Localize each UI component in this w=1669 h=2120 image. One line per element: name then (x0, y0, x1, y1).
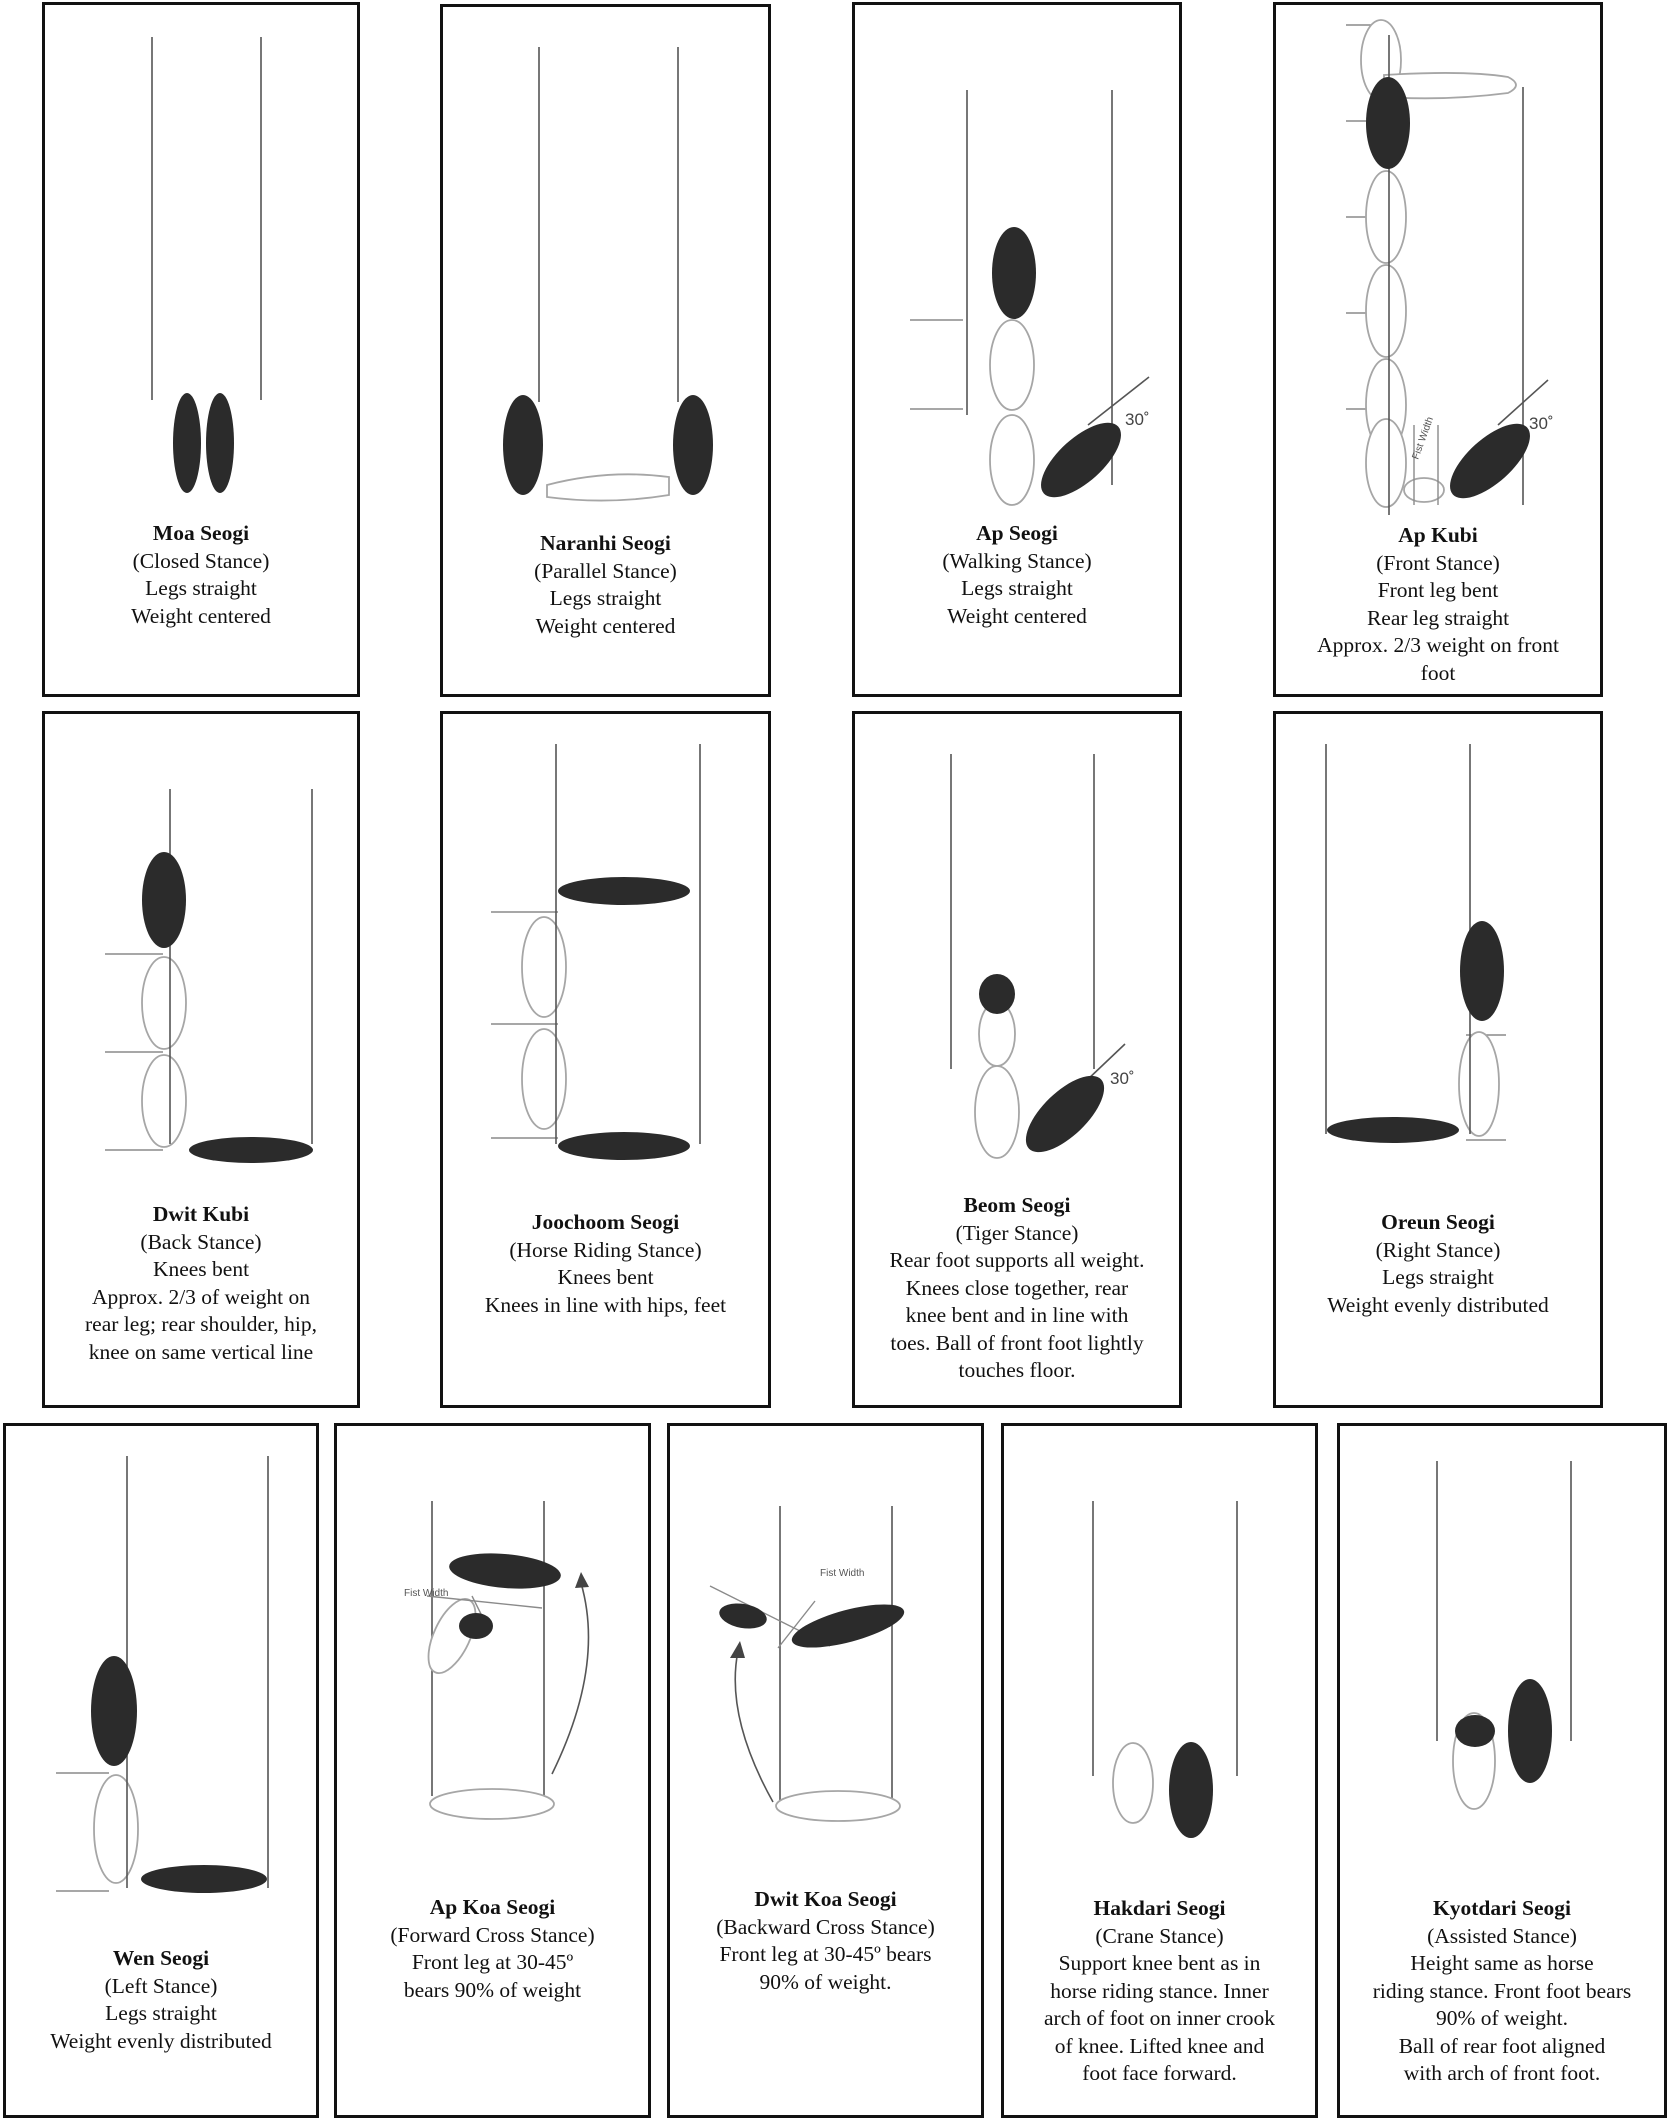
stance-line: Knees in line with hips, feet (484, 1292, 727, 1317)
stance-title: Naranhi Seogi (540, 531, 671, 555)
angle-label: 30˚ (1110, 1069, 1135, 1088)
stance-line: Height same as horse (1410, 1951, 1594, 1975)
stance-title: Dwit Koa Seogi (754, 1887, 897, 1911)
outline-foot-icon (1366, 265, 1406, 357)
stance-line: (Front Stance) (1376, 550, 1500, 575)
front-foot-icon (448, 1549, 563, 1593)
stance-line: Legs straight (105, 2001, 217, 2025)
stance-line: with arch of front foot. (1403, 2061, 1601, 2085)
stance-caption (341, 1894, 644, 2004)
stance-card-dwit-kubi (42, 711, 360, 1408)
stance-line: (Parallel Stance) (534, 558, 677, 583)
rear-foot-icon (1438, 411, 1542, 511)
stance-line: Legs straight (145, 576, 257, 600)
stance-caption (1280, 522, 1596, 687)
stance-title: Ap Seogi (976, 521, 1058, 545)
stance-line: Front leg at 30-45º (411, 1950, 574, 1974)
turn-arrow (552, 1583, 588, 1774)
stance-line: Support knee bent as in (1058, 1951, 1261, 1975)
outline-foot-icon (975, 1066, 1019, 1158)
stance-title: Joochoom Seogi (531, 1210, 680, 1234)
stance-line: Knees close together, rear (905, 1275, 1129, 1300)
stance-title: Oreun Seogi (1381, 1210, 1495, 1234)
outline-foot-icon (1113, 1743, 1153, 1823)
stance-caption (447, 530, 764, 640)
stance-line: Weight centered (947, 603, 1087, 628)
dwit-kubi-diagram (45, 714, 363, 1204)
stance-line: (Forward Cross Stance) (390, 1922, 595, 1947)
stance-line: Weight centered (131, 603, 271, 628)
front-foot-ball-icon (979, 974, 1015, 1014)
dwit-koa-seogi-diagram (670, 1426, 987, 1946)
stance-line: Weight centered (535, 613, 676, 638)
stance-title: Ap Koa Seogi (429, 1895, 556, 1919)
stance-caption (859, 1192, 1175, 1385)
outline-foot-icon (1366, 419, 1406, 507)
rear-foot-icon (1029, 410, 1133, 510)
stance-line: Knees bent (152, 1257, 250, 1281)
stance-line: riding stance. Front foot bears (1372, 1978, 1632, 2003)
stance-card-hakdari-seogi (1001, 1423, 1318, 2118)
outline-foot-icon (547, 474, 669, 500)
stance-card-naranhi-seogi (440, 4, 771, 697)
stance-title: Dwit Kubi (152, 1202, 250, 1226)
stance-line: (Crane Stance) (1095, 1923, 1224, 1948)
stance-line: arch of foot on inner crook (1043, 2006, 1276, 2030)
stance-line: (Left Stance) (104, 1973, 218, 1998)
kyotdari-seogi-diagram (1340, 1426, 1669, 1946)
stance-line: Rear foot supports all weight. (889, 1248, 1145, 1272)
stance-line: (Closed Stance) (132, 548, 270, 573)
stance-line: knee bent and in line with (905, 1303, 1129, 1327)
moa-seogi-diagram (45, 5, 363, 525)
outline-foot-icon (522, 1029, 566, 1129)
rear-foot-ball-icon (1455, 1715, 1495, 1747)
stance-line: (Horse Riding Stance) (509, 1237, 702, 1262)
stance-line: (Back Stance) (140, 1229, 262, 1254)
stance-caption (10, 1945, 312, 2055)
fist-width-label: Fist Width (404, 1588, 449, 1599)
outline-foot-icon (142, 1055, 186, 1147)
outline-foot-icon (1459, 1032, 1499, 1136)
stance-card-oreun-seogi (1273, 711, 1603, 1408)
stance-line: (Walking Stance) (942, 548, 1092, 573)
rear-foot-ball-icon (459, 1613, 493, 1639)
stance-line: Knees bent (557, 1265, 654, 1289)
stance-caption (49, 1201, 353, 1366)
front-foot-icon (142, 852, 186, 948)
stance-card-dwit-koa-seogi (667, 1423, 984, 2118)
ap-kubi-diagram (1276, 5, 1606, 525)
stance-card-joochoom-seogi (440, 711, 771, 1408)
stance-card-moa-seogi (42, 2, 360, 697)
stance-title: Ap Kubi (1398, 523, 1478, 547)
stance-title: Beom Seogi (963, 1193, 1071, 1217)
stance-card-wen-seogi (3, 1423, 319, 2118)
rear-foot-icon (1327, 1117, 1459, 1143)
stance-card-beom-seogi (852, 711, 1182, 1408)
arrow-head-icon (730, 1641, 745, 1658)
outline-foot-icon (990, 415, 1034, 505)
right-foot-icon (206, 393, 234, 493)
outline-foot-icon (430, 1789, 554, 1819)
stance-caption (1280, 1209, 1596, 1319)
rear-foot-icon (141, 1865, 267, 1893)
wen-seogi-diagram (6, 1426, 322, 1946)
stance-line: (Right Stance) (1375, 1237, 1501, 1262)
stance-title: Wen Seogi (112, 1946, 210, 1970)
front-foot-icon (1460, 921, 1504, 1021)
stance-card-ap-koa-seogi (334, 1423, 651, 2118)
stance-line: of knee. Lifted knee and (1054, 2033, 1265, 2058)
ap-seogi-diagram (855, 5, 1185, 525)
arrow-head-icon (575, 1572, 589, 1588)
rear-foot-icon (1014, 1063, 1116, 1164)
joochoom-seogi-diagram (443, 714, 774, 1204)
stance-caption (859, 520, 1175, 630)
stance-line: 90% of weight. (759, 1969, 892, 1994)
rear-foot-ball-icon (717, 1600, 768, 1632)
stance-line: Front leg at 30-45º bears (719, 1942, 932, 1966)
stance-line: (Tiger Stance) (955, 1220, 1079, 1245)
stance-card-ap-kubi (1273, 2, 1603, 697)
rear-foot-icon (558, 1132, 690, 1160)
right-foot-icon (673, 395, 713, 495)
support-foot-icon (1169, 1742, 1213, 1838)
stance-line: Front leg bent (1377, 578, 1499, 602)
stance-line: foot (1420, 660, 1456, 685)
front-foot-icon (91, 1656, 137, 1766)
stance-line: Approx. 2/3 of weight on (92, 1284, 310, 1309)
stance-line: Legs straight (1382, 1265, 1494, 1289)
stance-line: bears 90% of weight (403, 1977, 582, 2002)
outline-foot-icon (522, 917, 566, 1017)
stance-line: knee on same vertical line (88, 1339, 314, 1364)
turn-arrow (735, 1651, 773, 1802)
stance-line: Legs straight (961, 576, 1073, 600)
stance-caption (674, 1886, 977, 1996)
angle-label: 30˚ (1529, 414, 1554, 433)
outline-foot-icon (1366, 171, 1406, 263)
stance-card-ap-seogi (852, 2, 1182, 697)
stance-line: (Assisted Stance) (1427, 1923, 1577, 1948)
front-foot-icon (558, 877, 690, 905)
left-foot-icon (503, 395, 543, 495)
stance-line: Weight evenly distributed (50, 2028, 272, 2053)
stance-line: toes. Ball of front foot lightly (890, 1330, 1144, 1355)
stance-caption (1344, 1895, 1660, 2088)
fist-width-label: Fist Width (1410, 415, 1437, 462)
outline-foot-icon (776, 1791, 900, 1821)
stance-title: Moa Seogi (152, 521, 250, 545)
stance-line: Weight evenly distributed (1327, 1292, 1549, 1317)
angle-label: 30˚ (1125, 410, 1150, 429)
stance-line: Rear leg straight (1366, 605, 1510, 630)
rear-foot-icon (189, 1137, 313, 1163)
stance-line: foot face forward. (1082, 2061, 1237, 2085)
front-foot-icon (1508, 1679, 1552, 1783)
stance-line: Approx. 2/3 weight on front (1317, 633, 1559, 657)
outline-foot-icon (94, 1775, 138, 1883)
stance-line: rear leg; rear shoulder, hip, (85, 1312, 317, 1336)
left-foot-icon (173, 393, 201, 493)
stance-line: (Backward Cross Stance) (716, 1914, 935, 1939)
stance-line: 90% of weight. (1436, 2006, 1568, 2030)
stance-caption (1008, 1895, 1311, 2088)
stance-line: Ball of rear foot aligned (1398, 2033, 1606, 2058)
ap-koa-seogi-diagram (337, 1426, 654, 1946)
fist-width-label: Fist Width (820, 1568, 865, 1579)
stance-title: Kyotdari Seogi (1433, 1896, 1571, 1920)
stance-caption (49, 520, 353, 630)
outline-foot-icon (990, 320, 1034, 410)
front-foot-icon (992, 227, 1036, 319)
stance-line: horse riding stance. Inner (1050, 1978, 1269, 2003)
outline-foot-icon (142, 957, 186, 1049)
naranhi-seogi-diagram (443, 7, 774, 527)
stance-caption (447, 1209, 764, 1319)
hakdari-seogi-diagram (1004, 1426, 1321, 1946)
stance-line: Legs straight (549, 586, 662, 610)
front-foot-icon (1366, 77, 1410, 169)
beom-seogi-diagram (855, 714, 1185, 1194)
stance-title: Hakdari Seogi (1093, 1896, 1226, 1920)
stance-line: touches floor. (958, 1358, 1076, 1382)
oreun-seogi-diagram (1276, 714, 1606, 1194)
stance-card-kyotdari-seogi (1337, 1423, 1667, 2118)
front-foot-icon (788, 1596, 908, 1657)
